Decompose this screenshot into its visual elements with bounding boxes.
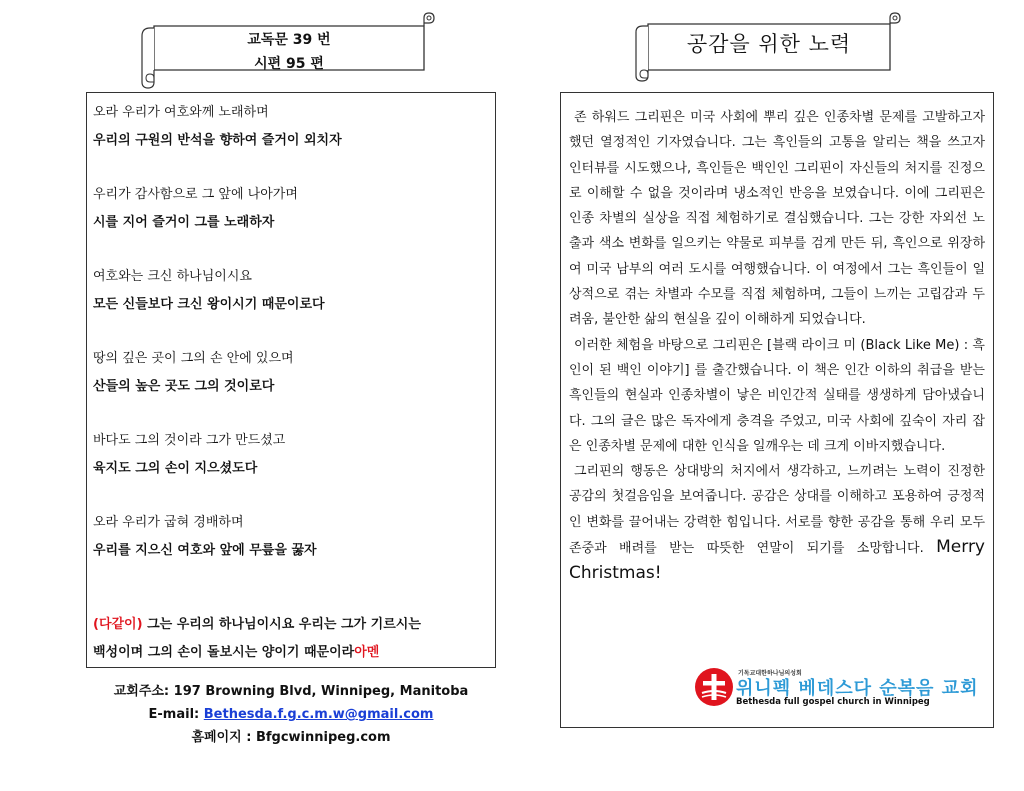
together-text-2: 백성이며 그의 손이 돌보시는 양이기 때문이라 xyxy=(93,645,355,660)
congregation-line: 시를 지어 즐거이 그를 노래하자 xyxy=(93,215,275,230)
right-scroll-banner xyxy=(634,12,904,82)
church-logo-icon xyxy=(694,667,734,707)
leader-line: 땅의 깊은 곳이 그의 손 안에 있으며 xyxy=(93,351,294,366)
email-label: E-mail: xyxy=(148,707,204,722)
verse-block xyxy=(93,345,489,401)
together-text-1: 그는 우리의 하나님이시요 우리는 그가 기르시는 xyxy=(142,617,421,632)
congregation-line: 육지도 그의 손이 지으셨도다 xyxy=(93,461,258,476)
together-line-1 xyxy=(93,611,489,639)
essay-title: 공감을 위한 노력 xyxy=(686,32,852,56)
email-link[interactable]: Bethesda.f.g.c.m.w@gmail.com xyxy=(203,707,434,722)
reading-number: 교독문 39 번 xyxy=(247,32,331,48)
congregation-line: 우리의 구원의 반석을 향하여 즐거이 외치자 xyxy=(93,133,342,148)
psalm-number: 시편 95 편 xyxy=(254,56,324,72)
leader-line: 오라 우리가 여호와께 노래하며 xyxy=(93,105,269,120)
essay-paragraph-2: 이러한 체험을 바탕으로 그리핀은 [블랙 라이크 미 (Black Like Me) : 흑인이 된 백인 이야기] 를 출간했습니다. 이 책은 인간 이하의 취급을 받는 흑인들의 현실과 인종차별이 낳은 비인간적 실태를 생생하게 담아냈습니다. 그의 글은 많은 독자에게 충격을 주었고, 미국 사회에 깊숙이 자리 잡은 인종차별 문제에 대한 인식을 일깨우는 데 크게 이바지했습니다. xyxy=(569,337,985,454)
essay-paragraph-1: 존 하워드 그리핀은 미국 사회에 뿌리 깊은 인종차별 문제를 고발하고자 했던 열정적인 기자였습니다. 그는 흑인들의 고통을 알리는 책을 쓰고자 인터뷰를 시도했으나, 흑인들은 백인인 그리핀이 자신들의 처지를 진정으로 이해할 수 없을 것이라며 냉소적인 반응을 보였습니다. 이에 그리핀은 인종 차별의 실상을 직접 체험하기로 결심했습니다. 그는 강한 자외선 노출과 색소 변화를 일으키는 약물로 피부를 검게 만든 뒤, 흑인으로 위장하여 미국 남부의 여러 도시를 여행했습니다. 이 여정에서 그는 흑인들이 일상적으로 겪는 차별과 수모를 직접 체험하며, 그들이 느끼는 고립감과 두려움, 불안한 삶의 현실을 깊이 이해하게 되었습니다. xyxy=(569,110,985,328)
logo-english-name: Bethesda full gospel church in Winnipeg xyxy=(736,697,930,707)
together-tag: (다같이) xyxy=(93,617,143,632)
congregation-line: 산들의 높은 곳도 그의 것이로다 xyxy=(93,379,275,394)
scroll-heading xyxy=(154,28,424,76)
homepage-line: 홈페이지 : Bfgcwinnipeg.com xyxy=(191,730,391,745)
left-scroll-banner xyxy=(140,12,438,92)
essay-paragraph-3-text: 그리핀의 행동은 상대방의 처지에서 생각하고, 느끼려는 노력이 진정한 공감의 첫걸음임을 보여줍니다. 공감은 상대를 이해하고 포용하여 긍정적인 변화를 끌어내는 강력한 힘입니다. 서로를 향한 공감을 통해 우리 모두 존중과 배려를 받는 따뜻한 연말이 되기를 소망합니다. xyxy=(569,464,985,557)
leader-line: 오라 우리가 굽혀 경배하며 xyxy=(93,515,244,530)
verse-block xyxy=(93,427,489,483)
leader-line: 바다도 그의 것이라 그가 만드셨고 xyxy=(93,433,286,448)
logo-denomination: 기독교대한하나님의성회 xyxy=(738,670,802,677)
logo-name-head: 위니펙 베데스다 xyxy=(736,678,880,699)
essay-text xyxy=(569,105,985,588)
leader-line: 우리가 감사함으로 그 앞에 나아가며 xyxy=(93,187,298,202)
psalm-reading-box xyxy=(86,92,496,668)
leader-line: 여호와는 크신 하나님이시요 xyxy=(93,269,252,284)
church-address: 교회주소: 197 Browning Blvd, Winnipeg, Manitoba xyxy=(113,684,469,699)
congregation-line: 우리를 지으신 여호와 앞에 무릎을 꿇자 xyxy=(93,543,317,558)
verse-block xyxy=(93,263,489,319)
essay-paragraph-3 xyxy=(569,459,985,587)
church-logo xyxy=(694,667,984,713)
verse-block xyxy=(93,99,489,155)
essay-box xyxy=(560,92,994,728)
amen-word: 아멘 xyxy=(354,645,380,660)
together-block xyxy=(93,611,489,667)
merry-christmas: Merry Christmas! xyxy=(569,537,985,584)
church-contact xyxy=(86,680,496,749)
together-line-2 xyxy=(93,639,489,667)
email-line xyxy=(86,703,496,726)
verse-block xyxy=(93,509,489,565)
congregation-line: 모든 신들보다 크신 왕이시기 때문이로다 xyxy=(93,297,325,312)
logo-name-tail: 순복음 교회 xyxy=(879,678,979,699)
verse-block xyxy=(93,181,489,237)
